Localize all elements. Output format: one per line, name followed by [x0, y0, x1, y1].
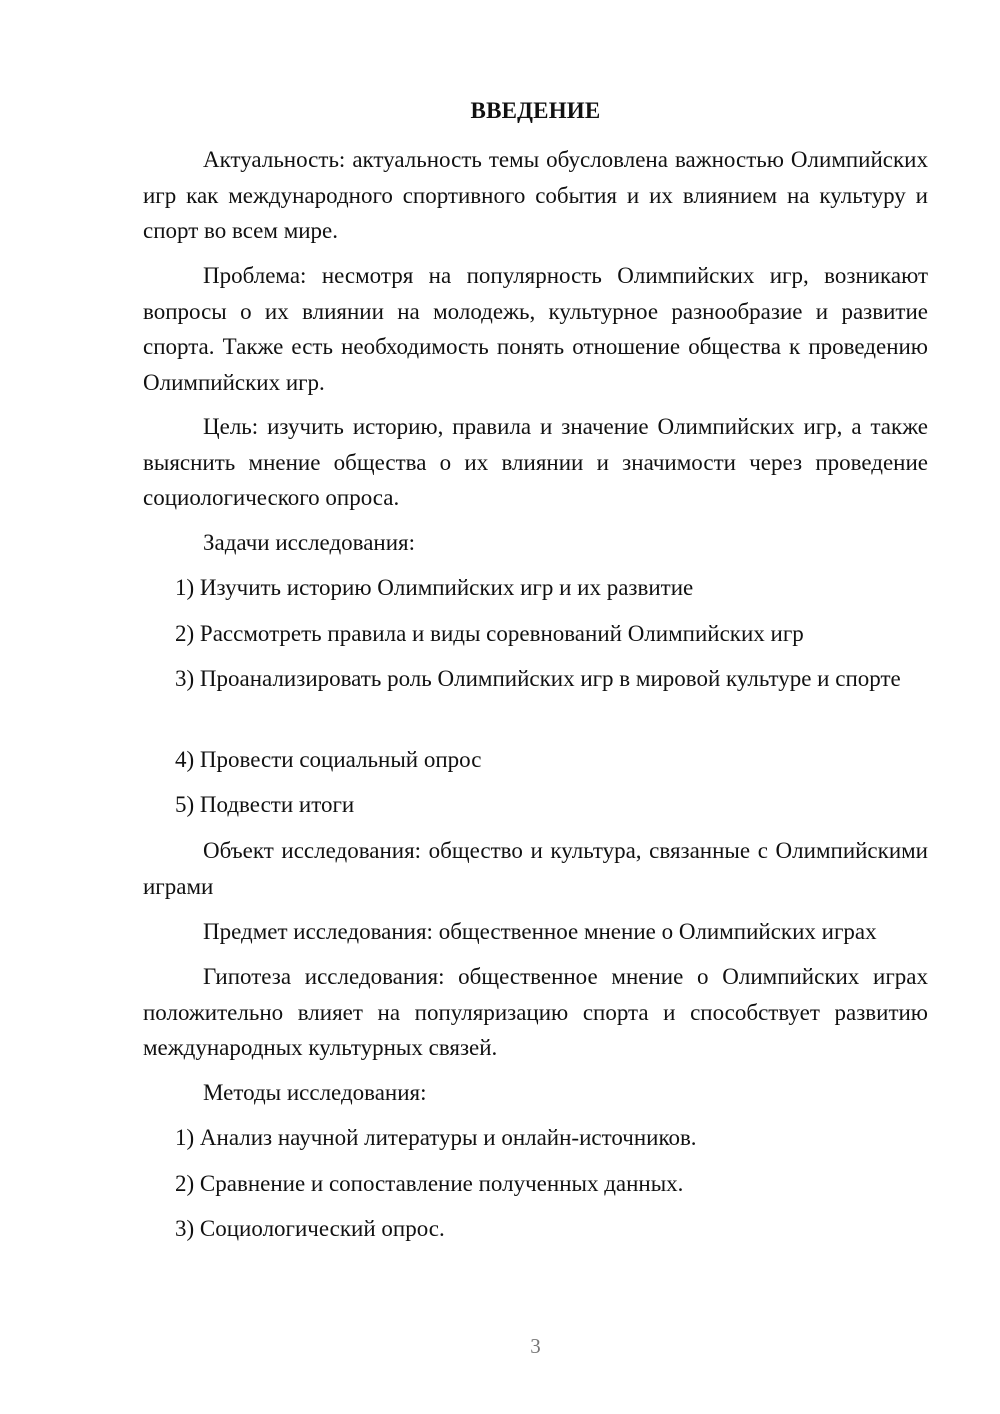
- section-heading: ВВЕДЕНИЕ: [470, 98, 601, 123]
- paragraph-problem: Проблема: несмотря на популярность Олимпийских игр, возникают вопросы о их влиянии на молодежь, культурное разнообразие и развитие спорта. Также есть необходимость понять отношение общества к проведению Олимпийских игр.: [143, 263, 928, 395]
- paragraph-hypothesis: Гипотеза исследования: общественное мнение о Олимпийских играх положительно влияет на популяризацию спорта и способствует развитию международных культурных связей.: [143, 964, 928, 1060]
- list-item-task-4: 4) Провести социальный опрос: [175, 747, 482, 772]
- paragraph-methods-heading: Методы исследования:: [203, 1080, 427, 1105]
- page-number: 3: [530, 1334, 541, 1358]
- list-item-method-3: 3) Социологический опрос.: [175, 1216, 445, 1241]
- paragraph-object: Объект исследования: общество и культура, связанные с Олимпийскими играми: [143, 838, 928, 899]
- list-item-method-2: 2) Сравнение и сопоставление полученных данных.: [175, 1171, 684, 1196]
- list-item-task-3: 3) Проанализировать роль Олимпийских игр в мировой культуре и спорте: [175, 666, 901, 691]
- paragraph-relevance: Актуальность: актуальность темы обусловлена важностью Олимпийских игр как международного спортивного события и их влиянием на культуру и спорт во всем мире.: [143, 147, 928, 243]
- paragraph-subject: Предмет исследования: общественное мнение о Олимпийских играх: [203, 919, 877, 944]
- document-page: [143, 0, 928, 1414]
- list-item-task-1: 1) Изучить историю Олимпийских игр и их развитие: [175, 575, 694, 600]
- list-item-task-2: 2) Рассмотреть правила и виды соревнований Олимпийских игр: [175, 621, 804, 646]
- list-item-task-5: 5) Подвести итоги: [175, 792, 355, 817]
- paragraph-goal: Цель: изучить историю, правила и значение Олимпийских игр, а также выяснить мнение общества о их влиянии и значимости через проведение социологического опроса.: [143, 414, 928, 510]
- list-item-method-1: 1) Анализ научной литературы и онлайн-источников.: [175, 1125, 697, 1150]
- paragraph-tasks-heading: Задачи исследования:: [203, 530, 416, 555]
